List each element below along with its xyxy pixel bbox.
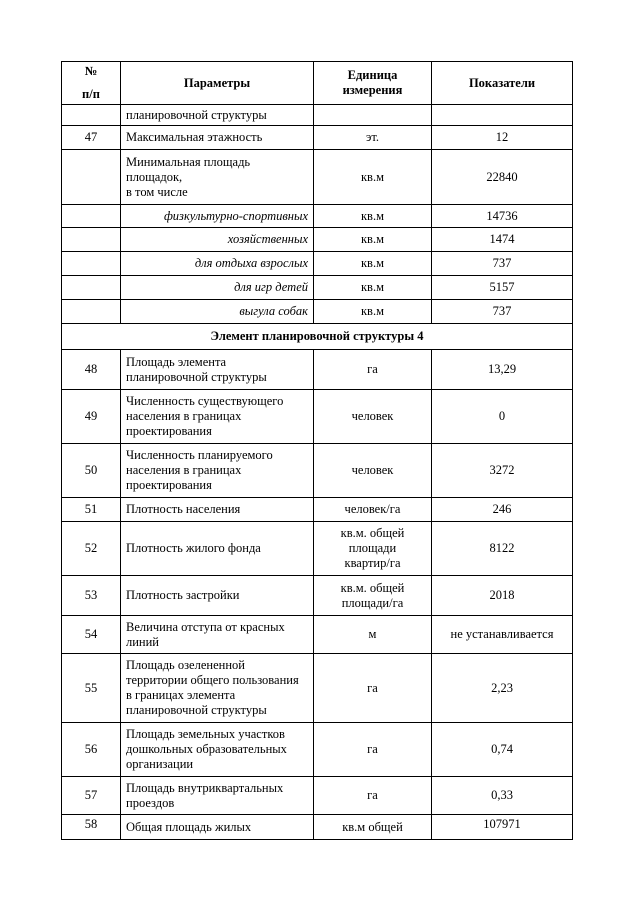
row-parameter: планировочной структуры bbox=[121, 105, 314, 126]
row-number: 50 bbox=[62, 444, 121, 498]
row-unit: кв.м bbox=[314, 205, 432, 228]
parameters-table bbox=[61, 61, 573, 840]
row-value: 22840 bbox=[432, 150, 573, 205]
table-row bbox=[62, 390, 573, 444]
row-value: 14736 bbox=[432, 205, 573, 228]
row-parameter: Минимальная площадь площадок, в том числе bbox=[121, 150, 314, 205]
row-number: 53 bbox=[62, 576, 121, 616]
table-header-row bbox=[62, 62, 573, 105]
table-row bbox=[62, 723, 573, 777]
row-unit: га bbox=[314, 777, 432, 815]
table-row bbox=[62, 777, 573, 815]
row-number: 48 bbox=[62, 350, 121, 390]
row-parameter: Площадь внутриквартальных проездов bbox=[121, 777, 314, 815]
row-number: 54 bbox=[62, 616, 121, 654]
row-value: 5157 bbox=[432, 276, 573, 300]
row-number bbox=[62, 150, 121, 205]
table-sub-row bbox=[62, 300, 573, 324]
row-unit: эт. bbox=[314, 126, 432, 150]
row-unit bbox=[314, 105, 432, 126]
row-parameter: Численность существующего населения в границах проектирования bbox=[121, 390, 314, 444]
table-row bbox=[62, 616, 573, 654]
row-number bbox=[62, 252, 121, 276]
section-title: Элемент планировочной структуры 4 bbox=[62, 324, 573, 350]
row-unit: кв.м. общей площади/га bbox=[314, 576, 432, 616]
row-unit: кв.м общей bbox=[314, 815, 432, 840]
row-value: 0 bbox=[432, 390, 573, 444]
row-unit: человек/га bbox=[314, 498, 432, 522]
row-parameter: Площадь земельных участков дошкольных образовательных организации bbox=[121, 723, 314, 777]
row-unit: м bbox=[314, 616, 432, 654]
row-value: 107971 bbox=[432, 815, 573, 840]
row-number: 58 bbox=[62, 815, 121, 840]
row-parameter: Максимальная этажность bbox=[121, 126, 314, 150]
row-unit: га bbox=[314, 350, 432, 390]
row-number: 52 bbox=[62, 522, 121, 576]
row-parameter: Площадь озелененной территории общего пользования в границах элемента планировочной структуры bbox=[121, 654, 314, 723]
row-value: 0,74 bbox=[432, 723, 573, 777]
row-number bbox=[62, 105, 121, 126]
row-value: 3272 bbox=[432, 444, 573, 498]
row-unit: человек bbox=[314, 390, 432, 444]
table-row bbox=[62, 126, 573, 150]
row-unit: кв.м. общей площади квартир/га bbox=[314, 522, 432, 576]
row-unit: кв.м bbox=[314, 300, 432, 324]
row-number: 55 bbox=[62, 654, 121, 723]
row-parameter: Плотность застройки bbox=[121, 576, 314, 616]
row-parameter: для игр детей bbox=[121, 276, 314, 300]
row-value: 2,23 bbox=[432, 654, 573, 723]
table-row bbox=[62, 576, 573, 616]
row-value: 1474 bbox=[432, 228, 573, 252]
row-parameter: Общая площадь жилых bbox=[121, 815, 314, 840]
row-number bbox=[62, 276, 121, 300]
table-row bbox=[62, 654, 573, 723]
row-parameter: Величина отступа от красных линий bbox=[121, 616, 314, 654]
row-value: 2018 bbox=[432, 576, 573, 616]
table-row bbox=[62, 498, 573, 522]
table-row bbox=[62, 444, 573, 498]
header-number: № п/п bbox=[62, 62, 121, 105]
row-unit: кв.м bbox=[314, 150, 432, 205]
row-number: 47 bbox=[62, 126, 121, 150]
row-number bbox=[62, 205, 121, 228]
table-row bbox=[62, 815, 573, 840]
row-unit: га bbox=[314, 723, 432, 777]
table-sub-row bbox=[62, 205, 573, 228]
header-values: Показатели bbox=[432, 62, 573, 105]
row-number bbox=[62, 300, 121, 324]
row-number: 56 bbox=[62, 723, 121, 777]
row-unit: кв.м bbox=[314, 276, 432, 300]
row-value: 8122 bbox=[432, 522, 573, 576]
row-value: 737 bbox=[432, 252, 573, 276]
row-value: 12 bbox=[432, 126, 573, 150]
row-parameter: для отдыха взрослых bbox=[121, 252, 314, 276]
table-sub-row bbox=[62, 228, 573, 252]
row-parameter: Плотность жилого фонда bbox=[121, 522, 314, 576]
row-number: 51 bbox=[62, 498, 121, 522]
row-unit: га bbox=[314, 654, 432, 723]
table-sub-row bbox=[62, 276, 573, 300]
row-parameter: физкультурно-спортивных bbox=[121, 205, 314, 228]
row-unit: кв.м bbox=[314, 252, 432, 276]
row-value: 0,33 bbox=[432, 777, 573, 815]
row-value: не устанавливается bbox=[432, 616, 573, 654]
row-parameter: хозяйственных bbox=[121, 228, 314, 252]
row-value: 13,29 bbox=[432, 350, 573, 390]
row-value bbox=[432, 105, 573, 126]
row-unit: кв.м bbox=[314, 228, 432, 252]
table-sub-row bbox=[62, 252, 573, 276]
table-row bbox=[62, 350, 573, 390]
row-number: 57 bbox=[62, 777, 121, 815]
table-row bbox=[62, 522, 573, 576]
section-row bbox=[62, 324, 573, 350]
row-value: 737 bbox=[432, 300, 573, 324]
row-number bbox=[62, 228, 121, 252]
row-parameter: выгула собак bbox=[121, 300, 314, 324]
header-unit: Единица измерения bbox=[314, 62, 432, 105]
row-parameter: Площадь элемента планировочной структуры bbox=[121, 350, 314, 390]
table-row bbox=[62, 105, 573, 126]
row-unit: человек bbox=[314, 444, 432, 498]
row-parameter: Плотность населения bbox=[121, 498, 314, 522]
row-number: 49 bbox=[62, 390, 121, 444]
row-parameter: Численность планируемого населения в границах проектирования bbox=[121, 444, 314, 498]
header-parameters: Параметры bbox=[121, 62, 314, 105]
table-row bbox=[62, 150, 573, 205]
row-value: 246 bbox=[432, 498, 573, 522]
